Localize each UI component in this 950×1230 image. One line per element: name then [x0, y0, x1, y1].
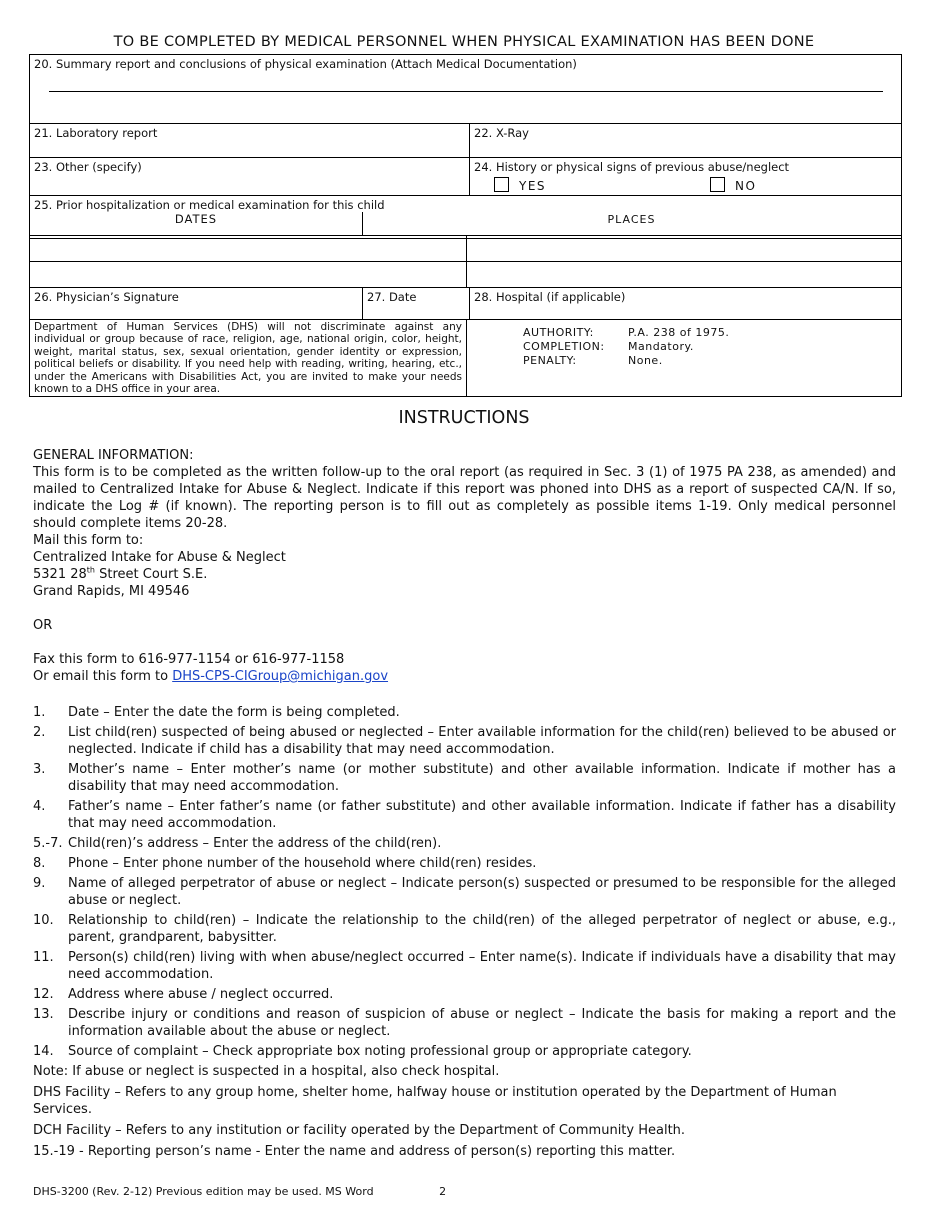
instruction-number: 3. [33, 762, 46, 777]
instruction-number: 4. [33, 799, 46, 814]
instruction-item [33, 875, 896, 909]
instruction-number: 5.-7. [33, 836, 63, 851]
instruction-list [33, 704, 896, 1060]
general-information [33, 447, 896, 532]
no-checkbox[interactable] [710, 177, 725, 192]
instruction-item [33, 724, 896, 758]
field-28-label: 28. Hospital (if applicable) [474, 290, 626, 304]
general-text: This form is to be completed as the written follow-up to the oral report (as required in Sec. 3 (1) of 1975 PA 238, as amended) and mailed to Centralized Intake for Abuse & Neglect. Indicate if this report was phoned into DHS as a report of suspected CA/N. If so, indicate the Log # (if known). The reporting person is to fill out as completely as possible items 1-19. Only medical personnel should complete items 20-28. [33, 465, 896, 531]
medical-exam-form [29, 54, 902, 397]
instruction-number: 10. [33, 913, 54, 928]
field-24-label: 24. History or physical signs of previous abuse/neglect [474, 160, 790, 174]
instruction-text: Phone – Enter phone number of the household where child(ren) resides. [68, 856, 537, 871]
instructions-title: INSTRUCTIONS [398, 408, 530, 428]
instruction-item [33, 835, 896, 852]
instruction-item [33, 1006, 896, 1040]
instruction-text: Name of alleged perpetrator of abuse or neglect – Indicate person(s) suspected or presumed to be responsible for the alleged abuse or neglect. [68, 876, 896, 908]
authority-label: AUTHORITY: [523, 326, 594, 339]
note-text: Note: If abuse or neglect is suspected in a hospital, also check hospital. [33, 1064, 500, 1079]
fax-text: Fax this form to 616-977-1154 or 616-977-1158 [33, 652, 345, 667]
section-header: TO BE COMPLETED BY MEDICAL PERSONNEL WHEN PHYSICAL EXAMINATION HAS BEEN DONE [113, 34, 815, 50]
instruction-list-block [33, 704, 896, 1160]
instruction-number: 1. [33, 705, 46, 720]
place-cell-1[interactable] [467, 239, 902, 262]
field-22-xray[interactable] [470, 124, 902, 158]
instruction-text: List child(ren) suspected of being abused or neglected – Enter available information for the child(ren) believed to be abused or neglected. Indicate if child has a disability that may need accommodation. [68, 725, 896, 757]
yes-label: YES [519, 179, 547, 193]
instruction-text: Describe injury or conditions and reason of suspicion of abuse or neglect – Indicate the basis for making a report and the information available about the abuse or neglect. [68, 1007, 896, 1039]
penalty-label: PENALTY: [523, 354, 577, 367]
mailing-info [33, 532, 896, 685]
nondiscrimination-cell [30, 320, 467, 397]
instruction-item [33, 855, 896, 872]
field-23-label: 23. Other (specify) [34, 160, 142, 174]
nondiscrimination-text: Department of Human Services (DHS) will not discriminate against any individual or group because of race, religion, age, national origin, color, height, weight, marital status, sex, sexual orientation, gender identity or expression, political beliefs or disability. If you need help with reading, writing, hearing, etc., under the Americans with Disabilities Act, you are invited to make your needs known to a DHS office in your area. [34, 321, 462, 396]
field-20-line [49, 91, 883, 92]
field-20-label: 20. Summary report and conclusions of physical examination (Attach Medical Documentation) [34, 57, 577, 71]
instruction-text: Relationship to child(ren) – Indicate the relationship to the child(ren) of the alleged perpetrator of neglect or abuse, e.g., parent, grandparent, babysitter. [68, 913, 896, 945]
field-25-prior-hospitalization [30, 196, 902, 236]
field-21-label: 21. Laboratory report [34, 126, 158, 140]
date-cell-2[interactable] [30, 262, 467, 288]
email-link[interactable]: DHS-CPS-CIGroup@michigan.gov [172, 669, 389, 684]
instruction-item [33, 761, 896, 795]
item-15-19-text: 15.-19 - Reporting person’s name - Enter the name and address of person(s) reporting this matter. [33, 1144, 676, 1159]
instruction-item [33, 1043, 896, 1060]
field-20-summary[interactable] [30, 55, 902, 124]
instruction-number: 8. [33, 856, 46, 871]
instruction-text: Father’s name – Enter father’s name (or father substitute) and other available information. Indicate if father has a disability that may need accommodation. [68, 799, 896, 831]
field-22-label: 22. X-Ray [474, 126, 529, 140]
completion-value: Mandatory. [628, 340, 694, 353]
authority-cell [467, 320, 902, 397]
field-23-other[interactable] [30, 158, 470, 196]
instruction-text: Mother’s name – Enter mother’s name (or mother substitute) and other available information. Indicate if mother has a disability that may need accommodation. [68, 762, 896, 794]
page-number: 2 [439, 1185, 447, 1198]
or-text: OR [33, 618, 53, 633]
field-25-label: 25. Prior hospitalization or medical examination for this child [34, 198, 385, 212]
address-line-1: Centralized Intake for Abuse & Neglect [33, 550, 286, 565]
footer [33, 1185, 446, 1198]
penalty-value: None. [628, 354, 663, 367]
field-26-signature[interactable] [30, 288, 363, 320]
dates-header: DATES [174, 212, 218, 226]
authority-value: P.A. 238 of 1975. [628, 326, 730, 339]
instruction-number: 11. [33, 950, 54, 965]
instruction-number: 2. [33, 725, 46, 740]
yes-checkbox[interactable] [494, 177, 509, 192]
instruction-item [33, 704, 896, 721]
field-27-label: 27. Date [367, 290, 417, 304]
field-26-label: 26. Physician’s Signature [34, 290, 179, 304]
field-24-history [470, 158, 902, 196]
instruction-item [33, 986, 896, 1003]
place-cell-2[interactable] [467, 262, 902, 288]
email-line: Or email this form to DHS-CPS-CIGroup@michigan.gov [33, 669, 389, 684]
mail-heading: Mail this form to: [33, 533, 144, 548]
instruction-text: Person(s) child(ren) living with when abuse/neglect occurred – Enter name(s). Indicate if individuals have a disability that may need accommodation. [68, 950, 896, 982]
dch-facility-text: DCH Facility – Refers to any institution or facility operated by the Department of Community Health. [33, 1123, 686, 1138]
instruction-text: Source of complaint – Check appropriate box noting professional group or appropriate category. [68, 1044, 692, 1059]
general-heading: GENERAL INFORMATION: [33, 448, 194, 463]
date-cell-1[interactable] [30, 239, 467, 262]
no-label: NO [735, 179, 757, 193]
no-option[interactable] [710, 177, 756, 193]
field-21-laboratory[interactable] [30, 124, 470, 158]
instruction-text: Child(ren)’s address – Enter the address of the child(ren). [68, 836, 442, 851]
address-line-2: 5321 28th Street Court S.E. [33, 565, 208, 582]
instruction-number: 9. [33, 876, 46, 891]
instruction-item [33, 798, 896, 832]
instruction-text: Date – Enter the date the form is being completed. [68, 705, 400, 720]
instruction-text: Address where abuse / neglect occurred. [68, 987, 334, 1002]
dhs-facility-text: DHS Facility – Refers to any group home, shelter home, halfway house or institution operated by the Department of Human Services. [33, 1085, 837, 1117]
completion-label: COMPLETION: [523, 340, 605, 353]
instruction-number: 13. [33, 1007, 54, 1022]
field-27-date[interactable] [363, 288, 470, 320]
yes-option[interactable] [494, 177, 710, 193]
field-28-hospital[interactable] [470, 288, 902, 320]
instruction-item [33, 949, 896, 983]
address-line-3: Grand Rapids, MI 49546 [33, 584, 190, 599]
instruction-number: 12. [33, 987, 54, 1002]
instruction-item [33, 912, 896, 946]
instruction-number: 14. [33, 1044, 54, 1059]
form-id: DHS-3200 (Rev. 2-12) Previous edition may be used. MS Word [33, 1185, 374, 1198]
places-header: PLACES [607, 213, 656, 226]
